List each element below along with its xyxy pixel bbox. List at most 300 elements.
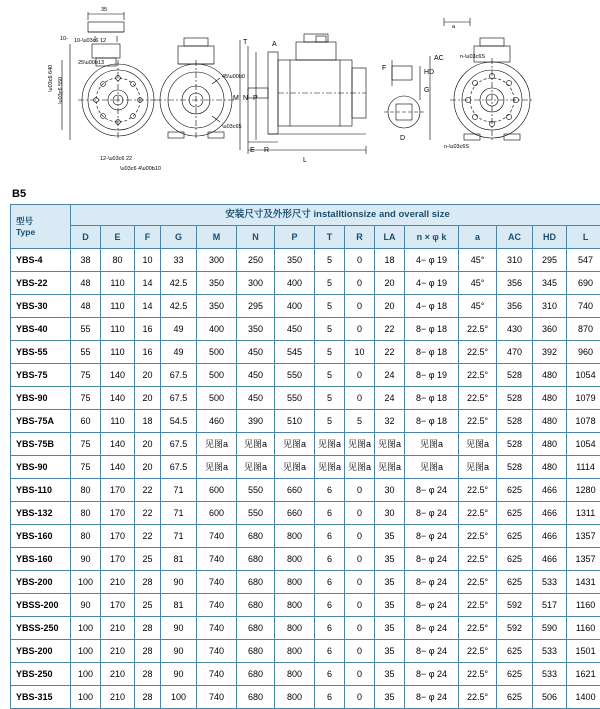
cell-AC: 625: [497, 548, 533, 571]
cell-n × φ k: 8− φ 24: [405, 594, 459, 617]
cell-L: 1078: [567, 410, 600, 433]
cell-E: 110: [101, 272, 135, 295]
svg-text:12-\u03c6 22: 12-\u03c6 22: [100, 156, 133, 162]
col-header-la: LA: [375, 226, 405, 249]
cell-N: 680: [237, 594, 275, 617]
section-label: B5: [12, 188, 27, 200]
cell-R: 0: [345, 663, 375, 686]
cell-n × φ k: 4− φ 19: [405, 249, 459, 272]
cell-G: 81: [161, 594, 197, 617]
cell-M: 460: [197, 410, 237, 433]
cell-LA: 35: [375, 617, 405, 640]
cell-L: 1357: [567, 548, 600, 571]
col-header-f: F: [135, 226, 161, 249]
cell-G: 54.5: [161, 410, 197, 433]
cell-D: 80: [71, 502, 101, 525]
cell-D: 90: [71, 548, 101, 571]
cell-E: 170: [101, 479, 135, 502]
cell-AC: 528: [497, 433, 533, 456]
cell-P: 660: [275, 479, 315, 502]
table-row: [11, 548, 600, 571]
table-row: [11, 318, 600, 341]
cell-type: YBS-30: [11, 295, 71, 318]
cell-N: 350: [237, 318, 275, 341]
cell-LA: 30: [375, 479, 405, 502]
col-header-r: R: [345, 226, 375, 249]
cell-D: 100: [71, 571, 101, 594]
cell-HD: 466: [533, 548, 567, 571]
svg-text:R: R: [264, 147, 270, 154]
cell-G: 71: [161, 502, 197, 525]
col-header-ac: AC: [497, 226, 533, 249]
cell-E: 170: [101, 548, 135, 571]
table-row: [11, 387, 600, 410]
cell-HD: 590: [533, 617, 567, 640]
cell-M: 740: [197, 686, 237, 709]
cell-E: 80: [101, 249, 135, 272]
cell-LA: 20: [375, 295, 405, 318]
cell-T: 5: [315, 249, 345, 272]
cell-E: 210: [101, 686, 135, 709]
cell-type: YBS-55: [11, 341, 71, 364]
cell-LA: 24: [375, 364, 405, 387]
cell-T: 5: [315, 364, 345, 387]
cell-R: 见图a: [345, 456, 375, 479]
cell-F: 16: [135, 318, 161, 341]
cell-HD: 392: [533, 341, 567, 364]
cell-P: 450: [275, 318, 315, 341]
cell-LA: 35: [375, 594, 405, 617]
cell-LA: 35: [375, 525, 405, 548]
cell-E: 110: [101, 410, 135, 433]
cell-L: 1621: [567, 663, 600, 686]
cell-P: 800: [275, 525, 315, 548]
cell-R: 0: [345, 502, 375, 525]
cell-E: 210: [101, 663, 135, 686]
cell-AC: 528: [497, 410, 533, 433]
cell-P: 400: [275, 295, 315, 318]
table-row: [11, 571, 600, 594]
cell-T: 5: [315, 295, 345, 318]
cell-P: 见图a: [275, 456, 315, 479]
cell-HD: 480: [533, 364, 567, 387]
svg-text:\u03c6 550: \u03c6 550: [58, 76, 64, 104]
cell-HD: 480: [533, 433, 567, 456]
cell-L: 870: [567, 318, 600, 341]
cell-M: 500: [197, 364, 237, 387]
cell-a: 见图a: [459, 433, 497, 456]
table-banner-row: [11, 205, 600, 226]
cell-a: 22.5°: [459, 318, 497, 341]
cell-type: YBSS-250: [11, 617, 71, 640]
cell-R: 0: [345, 594, 375, 617]
svg-text:45\u00b0: 45\u00b0: [222, 74, 245, 80]
cell-M: 见图a: [197, 456, 237, 479]
cell-D: 48: [71, 272, 101, 295]
cell-type: YBS-132: [11, 502, 71, 525]
cell-HD: 466: [533, 502, 567, 525]
cell-F: 20: [135, 364, 161, 387]
cell-a: 22.5°: [459, 364, 497, 387]
table-row: [11, 272, 600, 295]
cell-L: 740: [567, 295, 600, 318]
cell-LA: 35: [375, 571, 405, 594]
cell-HD: 517: [533, 594, 567, 617]
cell-R: 0: [345, 387, 375, 410]
cell-E: 210: [101, 571, 135, 594]
cell-P: 510: [275, 410, 315, 433]
cell-M: 600: [197, 479, 237, 502]
cell-M: 500: [197, 387, 237, 410]
table-row: [11, 594, 600, 617]
cell-T: 6: [315, 571, 345, 594]
cell-n × φ k: 8− φ 18: [405, 318, 459, 341]
cell-R: 0: [345, 571, 375, 594]
cell-a: 22.5°: [459, 617, 497, 640]
cell-n × φ k: 8− φ 24: [405, 502, 459, 525]
table-row: [11, 249, 600, 272]
cell-G: 81: [161, 548, 197, 571]
svg-text:E: E: [250, 147, 255, 154]
cell-D: 75: [71, 433, 101, 456]
svg-text:n-\u03c6S: n-\u03c6S: [460, 54, 486, 60]
cell-E: 170: [101, 502, 135, 525]
cell-HD: 533: [533, 571, 567, 594]
cell-E: 170: [101, 594, 135, 617]
cell-L: 690: [567, 272, 600, 295]
cell-G: 67.5: [161, 387, 197, 410]
svg-text:10-\u03c6 12: 10-\u03c6 12: [74, 38, 107, 44]
cell-a: 22.5°: [459, 479, 497, 502]
cell-L: 1280: [567, 479, 600, 502]
cell-M: 740: [197, 525, 237, 548]
cell-AC: 625: [497, 525, 533, 548]
cell-R: 0: [345, 318, 375, 341]
cell-D: 48: [71, 295, 101, 318]
cell-L: 1431: [567, 571, 600, 594]
cell-G: 90: [161, 640, 197, 663]
cell-AC: 528: [497, 456, 533, 479]
cell-E: 110: [101, 318, 135, 341]
cell-D: 100: [71, 686, 101, 709]
cell-M: 600: [197, 502, 237, 525]
svg-text:A: A: [272, 41, 277, 48]
cell-a: 22.5°: [459, 502, 497, 525]
cell-G: 71: [161, 525, 197, 548]
cell-T: 6: [315, 663, 345, 686]
cell-a: 22.5°: [459, 640, 497, 663]
col-header-d: D: [71, 226, 101, 249]
cell-n × φ k: 见图a: [405, 433, 459, 456]
cell-LA: 见图a: [375, 433, 405, 456]
table-row: [11, 686, 600, 709]
cell-N: 550: [237, 502, 275, 525]
cell-HD: 345: [533, 272, 567, 295]
svg-text:L: L: [303, 157, 307, 164]
type-header-line2: Type: [16, 226, 36, 237]
cell-G: 90: [161, 617, 197, 640]
cell-G: 49: [161, 318, 197, 341]
cell-T: 5: [315, 272, 345, 295]
cell-D: 80: [71, 479, 101, 502]
cell-T: 见图a: [315, 433, 345, 456]
cell-R: 0: [345, 617, 375, 640]
table-row: [11, 341, 600, 364]
cell-AC: 592: [497, 617, 533, 640]
cell-n × φ k: 4− φ 18: [405, 295, 459, 318]
col-header-t: T: [315, 226, 345, 249]
cell-N: 680: [237, 663, 275, 686]
cell-R: 见图a: [345, 433, 375, 456]
cell-HD: 360: [533, 318, 567, 341]
cell-G: 100: [161, 686, 197, 709]
svg-text:\u03c65: \u03c65: [222, 124, 242, 130]
cell-P: 545: [275, 341, 315, 364]
cell-D: 75: [71, 456, 101, 479]
cell-L: 1114: [567, 456, 600, 479]
cell-G: 90: [161, 571, 197, 594]
cell-a: 22.5°: [459, 686, 497, 709]
cell-N: 450: [237, 364, 275, 387]
cell-P: 800: [275, 663, 315, 686]
cell-LA: 22: [375, 341, 405, 364]
cell-type: YBS-75A: [11, 410, 71, 433]
svg-text:T: T: [243, 39, 248, 46]
cell-T: 5: [315, 387, 345, 410]
cell-LA: 见图a: [375, 456, 405, 479]
cell-D: 75: [71, 387, 101, 410]
cell-AC: 528: [497, 364, 533, 387]
cell-T: 6: [315, 479, 345, 502]
col-header-nk: n × φ k: [405, 226, 459, 249]
cell-HD: 310: [533, 295, 567, 318]
cell-E: 210: [101, 640, 135, 663]
cell-R: 0: [345, 295, 375, 318]
cell-LA: 35: [375, 640, 405, 663]
cell-type: YBS-200: [11, 640, 71, 663]
cell-AC: 625: [497, 502, 533, 525]
cell-LA: 20: [375, 272, 405, 295]
table-header: [11, 205, 600, 249]
cell-n × φ k: 8− φ 18: [405, 387, 459, 410]
cell-LA: 22: [375, 318, 405, 341]
cell-a: 45°: [459, 272, 497, 295]
cell-N: 680: [237, 686, 275, 709]
cell-N: 450: [237, 341, 275, 364]
cell-HD: 533: [533, 663, 567, 686]
cell-T: 5: [315, 318, 345, 341]
col-header-m: M: [197, 226, 237, 249]
cell-type: YBS-22: [11, 272, 71, 295]
cell-M: 500: [197, 341, 237, 364]
cell-HD: 466: [533, 479, 567, 502]
cell-F: 14: [135, 295, 161, 318]
cell-T: 6: [315, 502, 345, 525]
cell-type: YBS-160: [11, 548, 71, 571]
cell-P: 800: [275, 548, 315, 571]
cell-LA: 24: [375, 387, 405, 410]
cell-G: 67.5: [161, 364, 197, 387]
cell-L: 960: [567, 341, 600, 364]
cell-F: 25: [135, 594, 161, 617]
cell-D: 38: [71, 249, 101, 272]
table-body: [11, 249, 600, 709]
table-row: [11, 479, 600, 502]
cell-P: 800: [275, 686, 315, 709]
cell-N: 见图a: [237, 433, 275, 456]
cell-type: YBS-250: [11, 663, 71, 686]
cell-D: 55: [71, 341, 101, 364]
cell-n × φ k: 8− φ 19: [405, 364, 459, 387]
table-row: [11, 640, 600, 663]
cell-type: YBS-4: [11, 249, 71, 272]
cell-a: 22.5°: [459, 571, 497, 594]
cell-AC: 310: [497, 249, 533, 272]
svg-text:\u03c6 640: \u03c6 640: [48, 64, 54, 92]
cell-P: 800: [275, 617, 315, 640]
cell-N: 250: [237, 249, 275, 272]
svg-text:AC: AC: [434, 55, 444, 62]
cell-P: 660: [275, 502, 315, 525]
cell-F: 28: [135, 640, 161, 663]
cell-AC: 528: [497, 387, 533, 410]
cell-R: 0: [345, 364, 375, 387]
cell-M: 740: [197, 594, 237, 617]
table-row: [11, 295, 600, 318]
cell-type: YBS-200: [11, 571, 71, 594]
cell-T: 6: [315, 594, 345, 617]
cell-a: 见图a: [459, 456, 497, 479]
cell-N: 390: [237, 410, 275, 433]
cell-type: YBS-110: [11, 479, 71, 502]
cell-L: 1079: [567, 387, 600, 410]
cell-F: 18: [135, 410, 161, 433]
cell-AC: 356: [497, 272, 533, 295]
cell-D: 80: [71, 525, 101, 548]
cell-P: 800: [275, 640, 315, 663]
cell-n × φ k: 8− φ 24: [405, 663, 459, 686]
cell-n × φ k: 8− φ 18: [405, 410, 459, 433]
svg-text:n-\u03c6S: n-\u03c6S: [444, 144, 470, 150]
cell-L: 547: [567, 249, 600, 272]
spec-table: [10, 204, 600, 709]
cell-D: 90: [71, 594, 101, 617]
cell-AC: 625: [497, 686, 533, 709]
svg-text:F: F: [382, 65, 387, 72]
cell-F: 22: [135, 525, 161, 548]
cell-T: 6: [315, 617, 345, 640]
svg-text:a: a: [452, 24, 456, 30]
cell-N: 见图a: [237, 456, 275, 479]
cell-F: 10: [135, 249, 161, 272]
cell-N: 680: [237, 571, 275, 594]
cell-N: 680: [237, 640, 275, 663]
col-header-p: P: [275, 226, 315, 249]
svg-text:D: D: [400, 135, 406, 142]
cell-N: 295: [237, 295, 275, 318]
svg-text:35: 35: [101, 7, 108, 13]
cell-L: 1054: [567, 433, 600, 456]
column-header-row: [11, 226, 600, 249]
svg-text:N: N: [243, 95, 249, 102]
cell-L: 1054: [567, 364, 600, 387]
type-header-line1: 型号: [16, 215, 34, 226]
cell-a: 22.5°: [459, 410, 497, 433]
cell-AC: 625: [497, 663, 533, 686]
cell-type: YBS-315: [11, 686, 71, 709]
cell-M: 740: [197, 548, 237, 571]
cell-F: 25: [135, 548, 161, 571]
cell-E: 110: [101, 295, 135, 318]
cell-LA: 32: [375, 410, 405, 433]
cell-T: 6: [315, 686, 345, 709]
svg-text:\u03c6 4\u00b10: \u03c6 4\u00b10: [120, 166, 161, 172]
cell-P: 350: [275, 249, 315, 272]
cell-T: 6: [315, 525, 345, 548]
cell-N: 450: [237, 387, 275, 410]
cell-AC: 625: [497, 640, 533, 663]
cell-G: 33: [161, 249, 197, 272]
cell-F: 22: [135, 479, 161, 502]
spec-table-wrapper: [0, 204, 600, 709]
cell-N: 550: [237, 479, 275, 502]
cell-HD: 506: [533, 686, 567, 709]
cell-F: 16: [135, 341, 161, 364]
cell-G: 42.5: [161, 295, 197, 318]
cell-R: 0: [345, 548, 375, 571]
cell-G: 67.5: [161, 433, 197, 456]
svg-text:P: P: [253, 95, 258, 102]
cell-a: 45°: [459, 249, 497, 272]
cell-D: 75: [71, 364, 101, 387]
cell-D: 60: [71, 410, 101, 433]
cell-n × φ k: 8− φ 24: [405, 640, 459, 663]
table-row: [11, 502, 600, 525]
cell-n × φ k: 8− φ 18: [405, 341, 459, 364]
cell-G: 42.5: [161, 272, 197, 295]
cell-n × φ k: 4− φ 19: [405, 272, 459, 295]
technical-drawing: [0, 0, 600, 180]
cell-E: 110: [101, 341, 135, 364]
svg-text:10-: 10-: [60, 36, 68, 42]
type-column-header: [11, 205, 71, 249]
cell-P: 800: [275, 594, 315, 617]
cell-E: 140: [101, 433, 135, 456]
table-row: [11, 433, 600, 456]
table-row: [11, 617, 600, 640]
cell-N: 680: [237, 548, 275, 571]
cell-R: 0: [345, 479, 375, 502]
cell-T: 5: [315, 410, 345, 433]
table-row: [11, 364, 600, 387]
cell-LA: 35: [375, 686, 405, 709]
cell-AC: 356: [497, 295, 533, 318]
cell-R: 0: [345, 686, 375, 709]
cell-N: 680: [237, 525, 275, 548]
svg-text:HD: HD: [424, 69, 435, 76]
cell-M: 740: [197, 617, 237, 640]
cell-type: YBSS-200: [11, 594, 71, 617]
table-row: [11, 525, 600, 548]
cell-n × φ k: 见图a: [405, 456, 459, 479]
cell-G: 67.5: [161, 456, 197, 479]
cell-HD: 480: [533, 456, 567, 479]
cell-R: 5: [345, 410, 375, 433]
cell-F: 14: [135, 272, 161, 295]
cell-n × φ k: 8− φ 24: [405, 479, 459, 502]
cell-AC: 625: [497, 571, 533, 594]
cell-N: 680: [237, 617, 275, 640]
